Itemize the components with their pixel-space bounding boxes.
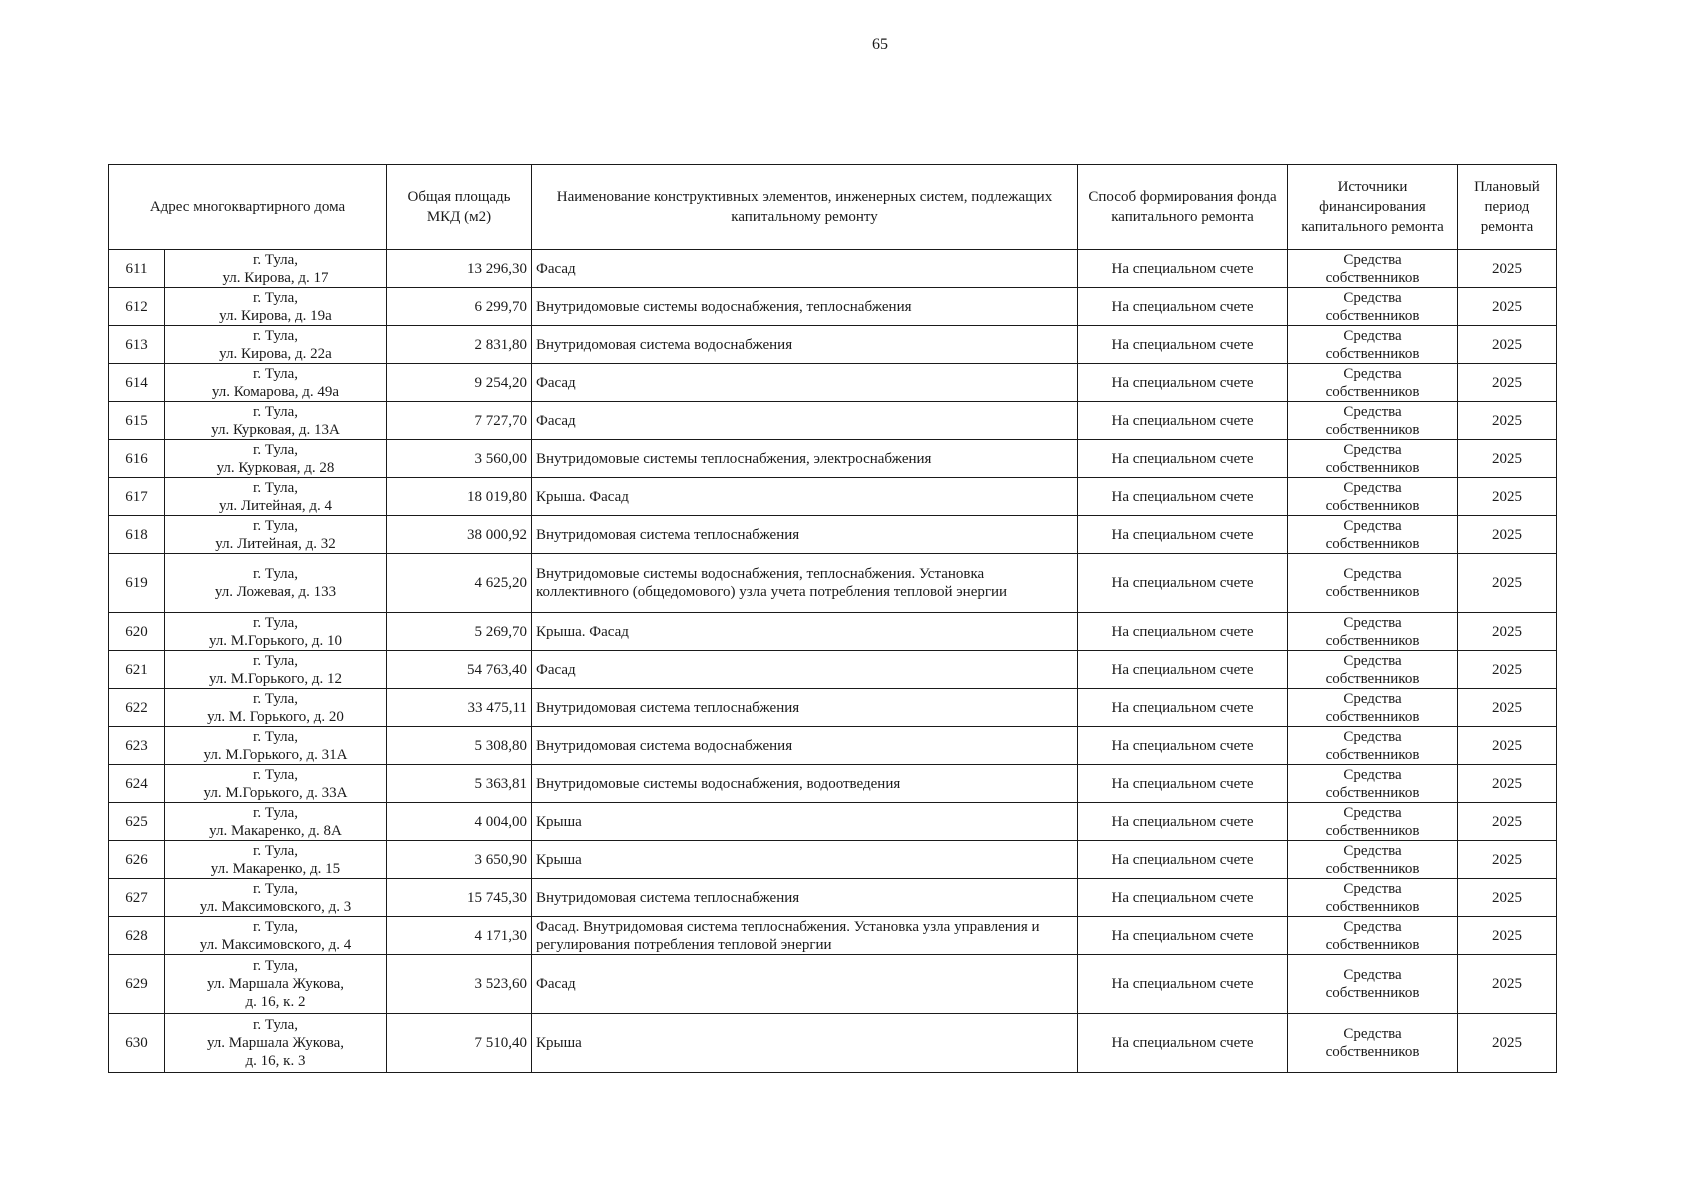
address-line: ул. Кирова, д. 17 [222, 269, 329, 286]
row-number: 626 [109, 841, 165, 879]
period-cell: 2025 [1458, 288, 1557, 326]
address-cell [165, 651, 387, 689]
area-cell: 3 650,90 [387, 841, 532, 879]
table-header-row [109, 165, 1557, 250]
source-line: Средства [1343, 441, 1402, 458]
table-row [109, 288, 1557, 326]
table-row [109, 917, 1557, 955]
address-line: ул. М.Горького, д. 33А [203, 784, 348, 801]
address-cell [165, 1014, 387, 1073]
area-cell: 13 296,30 [387, 250, 532, 288]
row-number: 628 [109, 917, 165, 955]
source-line: Средства [1343, 728, 1402, 745]
area-cell: 5 308,80 [387, 727, 532, 765]
address-line: г. Тула, [252, 289, 299, 306]
elements-cell: Внутридомовая система водоснабжения [532, 727, 1078, 765]
method-cell: На специальном счете [1078, 613, 1288, 651]
source-cell [1288, 402, 1458, 440]
source-line: собственников [1325, 345, 1420, 362]
source-cell [1288, 879, 1458, 917]
period-cell: 2025 [1458, 955, 1557, 1014]
elements-cell: Фасад. Внутридомовая система теплоснабжения. Установка узла управления и регулирования потребления тепловой энергии [532, 917, 1078, 955]
method-cell: На специальном счете [1078, 364, 1288, 402]
source-line: Средства [1343, 766, 1402, 783]
address-cell [165, 955, 387, 1014]
header-address: Адрес многоквартирного дома [109, 165, 387, 250]
source-cell [1288, 727, 1458, 765]
source-cell [1288, 326, 1458, 364]
address-cell [165, 803, 387, 841]
source-line: Средства [1343, 918, 1402, 935]
source-cell [1288, 803, 1458, 841]
area-cell: 4 004,00 [387, 803, 532, 841]
row-number: 617 [109, 478, 165, 516]
source-cell [1288, 440, 1458, 478]
row-number: 614 [109, 364, 165, 402]
method-cell: На специальном счете [1078, 841, 1288, 879]
row-number: 615 [109, 402, 165, 440]
address-line: г. Тула, [252, 479, 299, 496]
row-number: 613 [109, 326, 165, 364]
address-line: ул. Курковая, д. 13А [211, 421, 340, 438]
method-cell: На специальном счете [1078, 402, 1288, 440]
row-number: 620 [109, 613, 165, 651]
method-cell: На специальном счете [1078, 651, 1288, 689]
area-cell: 3 560,00 [387, 440, 532, 478]
address-line: г. Тула, [252, 918, 299, 935]
area-cell: 7 727,70 [387, 402, 532, 440]
period-cell: 2025 [1458, 326, 1557, 364]
table-row [109, 803, 1557, 841]
source-cell [1288, 478, 1458, 516]
address-line: д. 16, к. 2 [245, 994, 306, 1010]
row-number: 616 [109, 440, 165, 478]
method-cell: На специальном счете [1078, 478, 1288, 516]
source-line: собственников [1325, 632, 1420, 649]
address-line: г. Тула, [252, 614, 299, 631]
period-cell: 2025 [1458, 364, 1557, 402]
address-line: ул. Макаренко, д. 8А [209, 822, 342, 839]
address-line: ул. Кирова, д. 19а [219, 307, 332, 324]
address-line: г. Тула, [252, 958, 299, 974]
period-cell: 2025 [1458, 689, 1557, 727]
address-line: г. Тула, [252, 652, 299, 669]
table-row [109, 326, 1557, 364]
source-cell [1288, 955, 1458, 1014]
source-cell [1288, 288, 1458, 326]
header-area: Общая площадь МКД (м2) [387, 165, 532, 250]
row-number: 618 [109, 516, 165, 554]
area-cell: 4 171,30 [387, 917, 532, 955]
row-number: 627 [109, 879, 165, 917]
address-line: ул. Максимовского, д. 3 [199, 898, 352, 915]
elements-cell: Фасад [532, 402, 1078, 440]
source-cell [1288, 765, 1458, 803]
area-cell: 33 475,11 [387, 689, 532, 727]
elements-cell: Фасад [532, 364, 1078, 402]
source-line: Средства [1343, 517, 1402, 534]
source-line: Средства [1343, 566, 1402, 582]
table-row [109, 1014, 1557, 1073]
source-line: Средства [1343, 365, 1402, 382]
method-cell: На специальном счете [1078, 917, 1288, 955]
address-cell [165, 326, 387, 364]
header-period: Плановый период ремонта [1458, 165, 1557, 250]
elements-cell: Крыша [532, 1014, 1078, 1073]
address-line: г. Тула, [252, 766, 299, 783]
source-cell [1288, 613, 1458, 651]
row-number: 619 [109, 554, 165, 613]
period-cell: 2025 [1458, 554, 1557, 613]
table-row [109, 689, 1557, 727]
method-cell: На специальном счете [1078, 689, 1288, 727]
method-cell: На специальном счете [1078, 955, 1288, 1014]
row-number: 612 [109, 288, 165, 326]
table-row [109, 879, 1557, 917]
elements-cell: Крыша. Фасад [532, 478, 1078, 516]
source-cell [1288, 917, 1458, 955]
address-line: ул. М.Горького, д. 31А [203, 746, 348, 763]
period-cell: 2025 [1458, 1014, 1557, 1073]
area-cell: 5 269,70 [387, 613, 532, 651]
area-cell: 54 763,40 [387, 651, 532, 689]
table-body [109, 250, 1557, 1073]
area-cell: 5 363,81 [387, 765, 532, 803]
source-cell [1288, 1014, 1458, 1073]
address-cell [165, 841, 387, 879]
source-line: собственников [1325, 307, 1420, 324]
address-line: г. Тула, [252, 690, 299, 707]
address-line: г. Тула, [252, 441, 299, 458]
period-cell: 2025 [1458, 478, 1557, 516]
method-cell: На специальном счете [1078, 803, 1288, 841]
header-method: Способ формирования фонда капитального ремонта [1078, 165, 1288, 250]
address-cell [165, 478, 387, 516]
period-cell: 2025 [1458, 803, 1557, 841]
address-line: ул. Макаренко, д. 15 [210, 860, 341, 877]
address-line: ул. Ложевая, д. 133 [214, 584, 337, 600]
header-source: Источники финансирования капитального ремонта [1288, 165, 1458, 250]
source-line: собственников [1325, 584, 1420, 600]
address-line: г. Тула, [252, 403, 299, 420]
address-line: д. 16, к. 3 [245, 1053, 306, 1069]
address-cell [165, 364, 387, 402]
period-cell: 2025 [1458, 879, 1557, 917]
table-row [109, 765, 1557, 803]
method-cell: На специальном счете [1078, 250, 1288, 288]
address-cell [165, 402, 387, 440]
source-line: Средства [1343, 652, 1402, 669]
source-line: собственников [1325, 860, 1420, 877]
address-cell [165, 440, 387, 478]
address-line: ул. М.Горького, д. 12 [208, 670, 343, 687]
table-row [109, 364, 1557, 402]
source-line: собственников [1325, 670, 1420, 687]
row-number: 625 [109, 803, 165, 841]
source-line: собственников [1325, 822, 1420, 839]
method-cell: На специальном счете [1078, 288, 1288, 326]
address-line: г. Тула, [252, 365, 299, 382]
address-line: ул. Маршала Жукова, [206, 976, 345, 992]
source-line: Средства [1343, 251, 1402, 268]
source-cell [1288, 364, 1458, 402]
table-row [109, 841, 1557, 879]
area-cell: 9 254,20 [387, 364, 532, 402]
source-line: собственников [1325, 497, 1420, 514]
source-line: Средства [1343, 614, 1402, 631]
address-line: ул. М.Горького, д. 10 [208, 632, 343, 649]
row-number: 623 [109, 727, 165, 765]
area-cell: 15 745,30 [387, 879, 532, 917]
source-cell [1288, 250, 1458, 288]
address-cell [165, 917, 387, 955]
method-cell: На специальном счете [1078, 326, 1288, 364]
source-line: собственников [1325, 535, 1420, 552]
elements-cell: Фасад [532, 651, 1078, 689]
elements-cell: Фасад [532, 250, 1078, 288]
row-number: 630 [109, 1014, 165, 1073]
table-row [109, 955, 1557, 1014]
elements-cell: Крыша. Фасад [532, 613, 1078, 651]
method-cell: На специальном счете [1078, 440, 1288, 478]
method-cell: На специальном счете [1078, 516, 1288, 554]
source-line: собственников [1325, 898, 1420, 915]
elements-cell: Крыша [532, 841, 1078, 879]
table-row [109, 613, 1557, 651]
source-line: собственников [1325, 269, 1420, 286]
source-line: собственников [1325, 936, 1420, 953]
period-cell: 2025 [1458, 250, 1557, 288]
source-line: Средства [1343, 842, 1402, 859]
period-cell: 2025 [1458, 727, 1557, 765]
source-cell [1288, 651, 1458, 689]
page-number: 65 [872, 36, 888, 53]
elements-cell: Внутридомовые системы водоснабжения, теплоснабжения [532, 288, 1078, 326]
source-line: собственников [1325, 383, 1420, 400]
address-line: ул. Курковая, д. 28 [216, 459, 335, 476]
period-cell: 2025 [1458, 651, 1557, 689]
address-line: ул. Максимовского, д. 4 [199, 936, 352, 953]
elements-cell: Фасад [532, 955, 1078, 1014]
area-cell: 3 523,60 [387, 955, 532, 1014]
address-cell [165, 879, 387, 917]
table-row [109, 651, 1557, 689]
row-number: 611 [109, 250, 165, 288]
area-cell: 38 000,92 [387, 516, 532, 554]
elements-cell: Крыша [532, 803, 1078, 841]
address-line: г. Тула, [252, 251, 299, 268]
table-row [109, 554, 1557, 613]
period-cell: 2025 [1458, 841, 1557, 879]
elements-cell: Внутридомовая система водоснабжения [532, 326, 1078, 364]
elements-cell: Внутридомовая система теплоснабжения [532, 689, 1078, 727]
source-line: собственников [1325, 784, 1420, 801]
source-cell [1288, 841, 1458, 879]
table-row [109, 250, 1557, 288]
source-line: собственников [1325, 708, 1420, 725]
source-line: Средства [1343, 804, 1402, 821]
address-line: г. Тула, [252, 728, 299, 745]
elements-cell: Внутридомовые системы водоснабжения, теплоснабжения. Установка коллективного (общедомового) узла учета потребления тепловой энергии [532, 554, 1078, 613]
table-row [109, 478, 1557, 516]
address-line: г. Тула, [252, 804, 299, 821]
source-line: Средства [1343, 479, 1402, 496]
address-cell [165, 689, 387, 727]
address-line: г. Тула, [252, 880, 299, 897]
address-line: г. Тула, [252, 1017, 299, 1033]
address-cell [165, 765, 387, 803]
area-cell: 18 019,80 [387, 478, 532, 516]
row-number: 622 [109, 689, 165, 727]
elements-cell: Внутридомовая система теплоснабжения [532, 516, 1078, 554]
row-number: 629 [109, 955, 165, 1014]
method-cell: На специальном счете [1078, 554, 1288, 613]
elements-cell: Внутридомовая система теплоснабжения [532, 879, 1078, 917]
source-cell [1288, 689, 1458, 727]
period-cell: 2025 [1458, 440, 1557, 478]
table-row [109, 440, 1557, 478]
source-line: Средства [1343, 1026, 1402, 1042]
address-line: ул. Литейная, д. 4 [219, 497, 332, 514]
address-cell [165, 613, 387, 651]
address-line: г. Тула, [252, 842, 299, 859]
elements-cell: Внутридомовые системы водоснабжения, водоотведения [532, 765, 1078, 803]
source-line: Средства [1343, 289, 1402, 306]
address-cell [165, 727, 387, 765]
source-line: Средства [1343, 967, 1402, 983]
area-cell: 4 625,20 [387, 554, 532, 613]
source-line: собственников [1325, 459, 1420, 476]
address-line: ул. Комарова, д. 49а [211, 383, 340, 400]
period-cell: 2025 [1458, 917, 1557, 955]
source-line: Средства [1343, 880, 1402, 897]
source-line: Средства [1343, 403, 1402, 420]
source-line: Средства [1343, 690, 1402, 707]
source-line: собственников [1325, 1044, 1420, 1060]
method-cell: На специальном счете [1078, 879, 1288, 917]
source-line: собственников [1325, 985, 1420, 1001]
source-line: Средства [1343, 327, 1402, 344]
period-cell: 2025 [1458, 765, 1557, 803]
method-cell: На специальном счете [1078, 727, 1288, 765]
area-cell: 7 510,40 [387, 1014, 532, 1073]
table-row [109, 402, 1557, 440]
area-cell: 2 831,80 [387, 326, 532, 364]
area-cell: 6 299,70 [387, 288, 532, 326]
row-number: 624 [109, 765, 165, 803]
source-line: собственников [1325, 421, 1420, 438]
capital-repair-table [108, 164, 1557, 1073]
header-elements: Наименование конструктивных элементов, инженерных систем, подлежащих капитальному ремонту [532, 165, 1078, 250]
address-line: ул. М. Горького, д. 20 [207, 708, 344, 725]
elements-cell: Внутридомовые системы теплоснабжения, электроснабжения [532, 440, 1078, 478]
period-cell: 2025 [1458, 516, 1557, 554]
source-cell [1288, 516, 1458, 554]
row-number: 621 [109, 651, 165, 689]
address-line: г. Тула, [252, 517, 299, 534]
address-line: ул. Маршала Жукова, [206, 1035, 345, 1051]
address-line: г. Тула, [252, 566, 299, 582]
address-cell [165, 288, 387, 326]
method-cell: На специальном счете [1078, 765, 1288, 803]
address-cell [165, 554, 387, 613]
period-cell: 2025 [1458, 402, 1557, 440]
table-row [109, 516, 1557, 554]
period-cell: 2025 [1458, 613, 1557, 651]
address-cell [165, 250, 387, 288]
source-cell [1288, 554, 1458, 613]
table-row [109, 727, 1557, 765]
method-cell: На специальном счете [1078, 1014, 1288, 1073]
source-line: собственников [1325, 746, 1420, 763]
address-line: ул. Кирова, д. 22а [219, 345, 332, 362]
address-line: г. Тула, [252, 327, 299, 344]
address-line: ул. Литейная, д. 32 [215, 535, 336, 552]
address-cell [165, 516, 387, 554]
